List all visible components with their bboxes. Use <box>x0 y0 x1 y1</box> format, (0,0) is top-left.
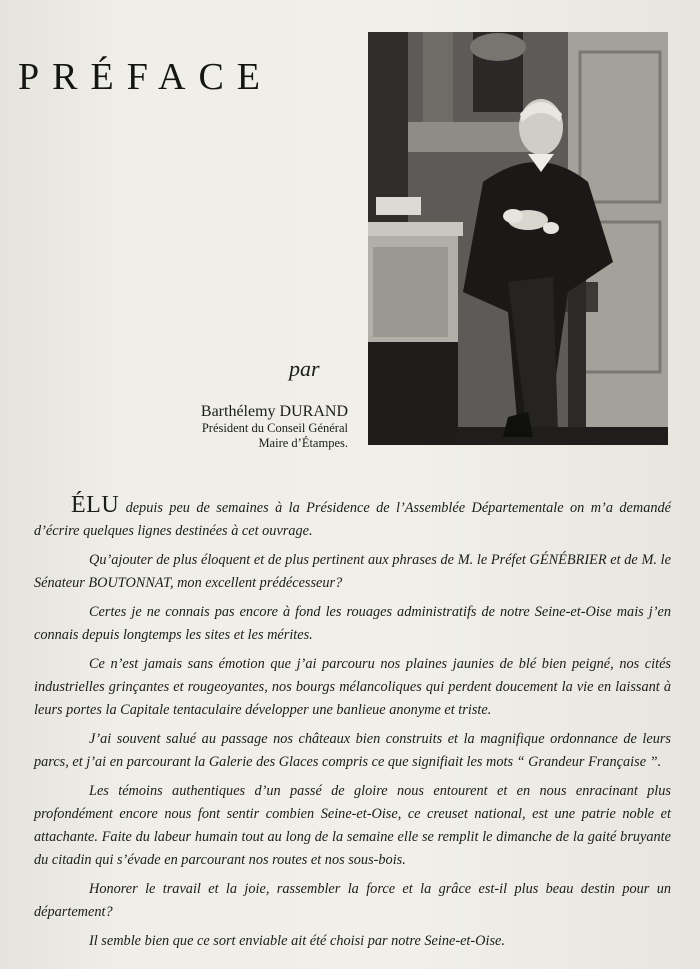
paragraph-6: Les témoins authentiques d’un passé de gloire nous entourent et en nous enracinant plus profondément encore nous font sentir combien Seine-et-Oise, ce creuset national, est une patrie noble et attachante. Faite du labeur humain tout au long de la semaine elle se remplit le dimanche de la gaité bruyante du citadin qui s’évade en parcourant nos routes et nos sous-bois. <box>34 783 671 868</box>
paragraph-1 <box>34 494 671 543</box>
author-role-2: Maire d’Étampes. <box>258 436 348 451</box>
paragraph-8: Il semble bien que ce sort enviable ait été choisi par notre Seine-et-Oise. <box>89 933 505 949</box>
page-title: PRÉFACE <box>18 56 274 99</box>
photograph-image <box>368 32 668 445</box>
paragraph-7: Honorer le travail et la joie, rassembler la force et la grâce est-il plus beau destin pour un département? <box>34 881 671 920</box>
author-role-1: Président du Conseil Général <box>201 421 348 436</box>
author-first-name: Barthélemy <box>200 403 276 420</box>
author-name <box>201 402 348 421</box>
paragraph-5: J’ai souvent salué au passage nos châteaux bien construits et la magnifique ordonnance de leurs parcs, et j’ai en parcourant la Galerie des Glaces compris ce que signifiait les mots “ Grandeur Française ”. <box>34 731 671 770</box>
author-block <box>201 402 348 451</box>
preface-body <box>34 494 671 959</box>
drop-cap-word: ÉLU <box>71 492 120 518</box>
paragraph-1-text: depuis peu de semaines à la Présidence de l’Assemblée Départementale on m’a demandé d’écrire quelques lignes destinées à cet ouvrage. <box>34 500 671 539</box>
paragraph-3: Certes je ne connais pas encore à fond les rouages administratifs de notre Seine-et-Oise mais j’en connais depuis longtemps les sites et les mérites. <box>34 604 671 643</box>
paragraph-2: Qu’ajouter de plus éloquent et de plus pertinent aux phrases de M. le Préfet GÉNÉBRIER et de M. le Sénateur BOUTONNAT, mon excellent prédécesseur? <box>34 552 671 591</box>
byline-par: par <box>289 356 320 381</box>
author-last-name: DURAND <box>279 403 348 420</box>
paragraph-4: Ce n’est jamais sans émotion que j’ai parcouru nos plaines jaunies de blé bien peigné, nos cités industrielles grinçantes et rougeoyantes, nos bourgs mélancoliques qui perdent doucement la vie en laissant à leurs portes la Capitale tentaculaire développer une banlieue anonyme et triste. <box>34 656 671 718</box>
author-photograph <box>368 32 668 445</box>
